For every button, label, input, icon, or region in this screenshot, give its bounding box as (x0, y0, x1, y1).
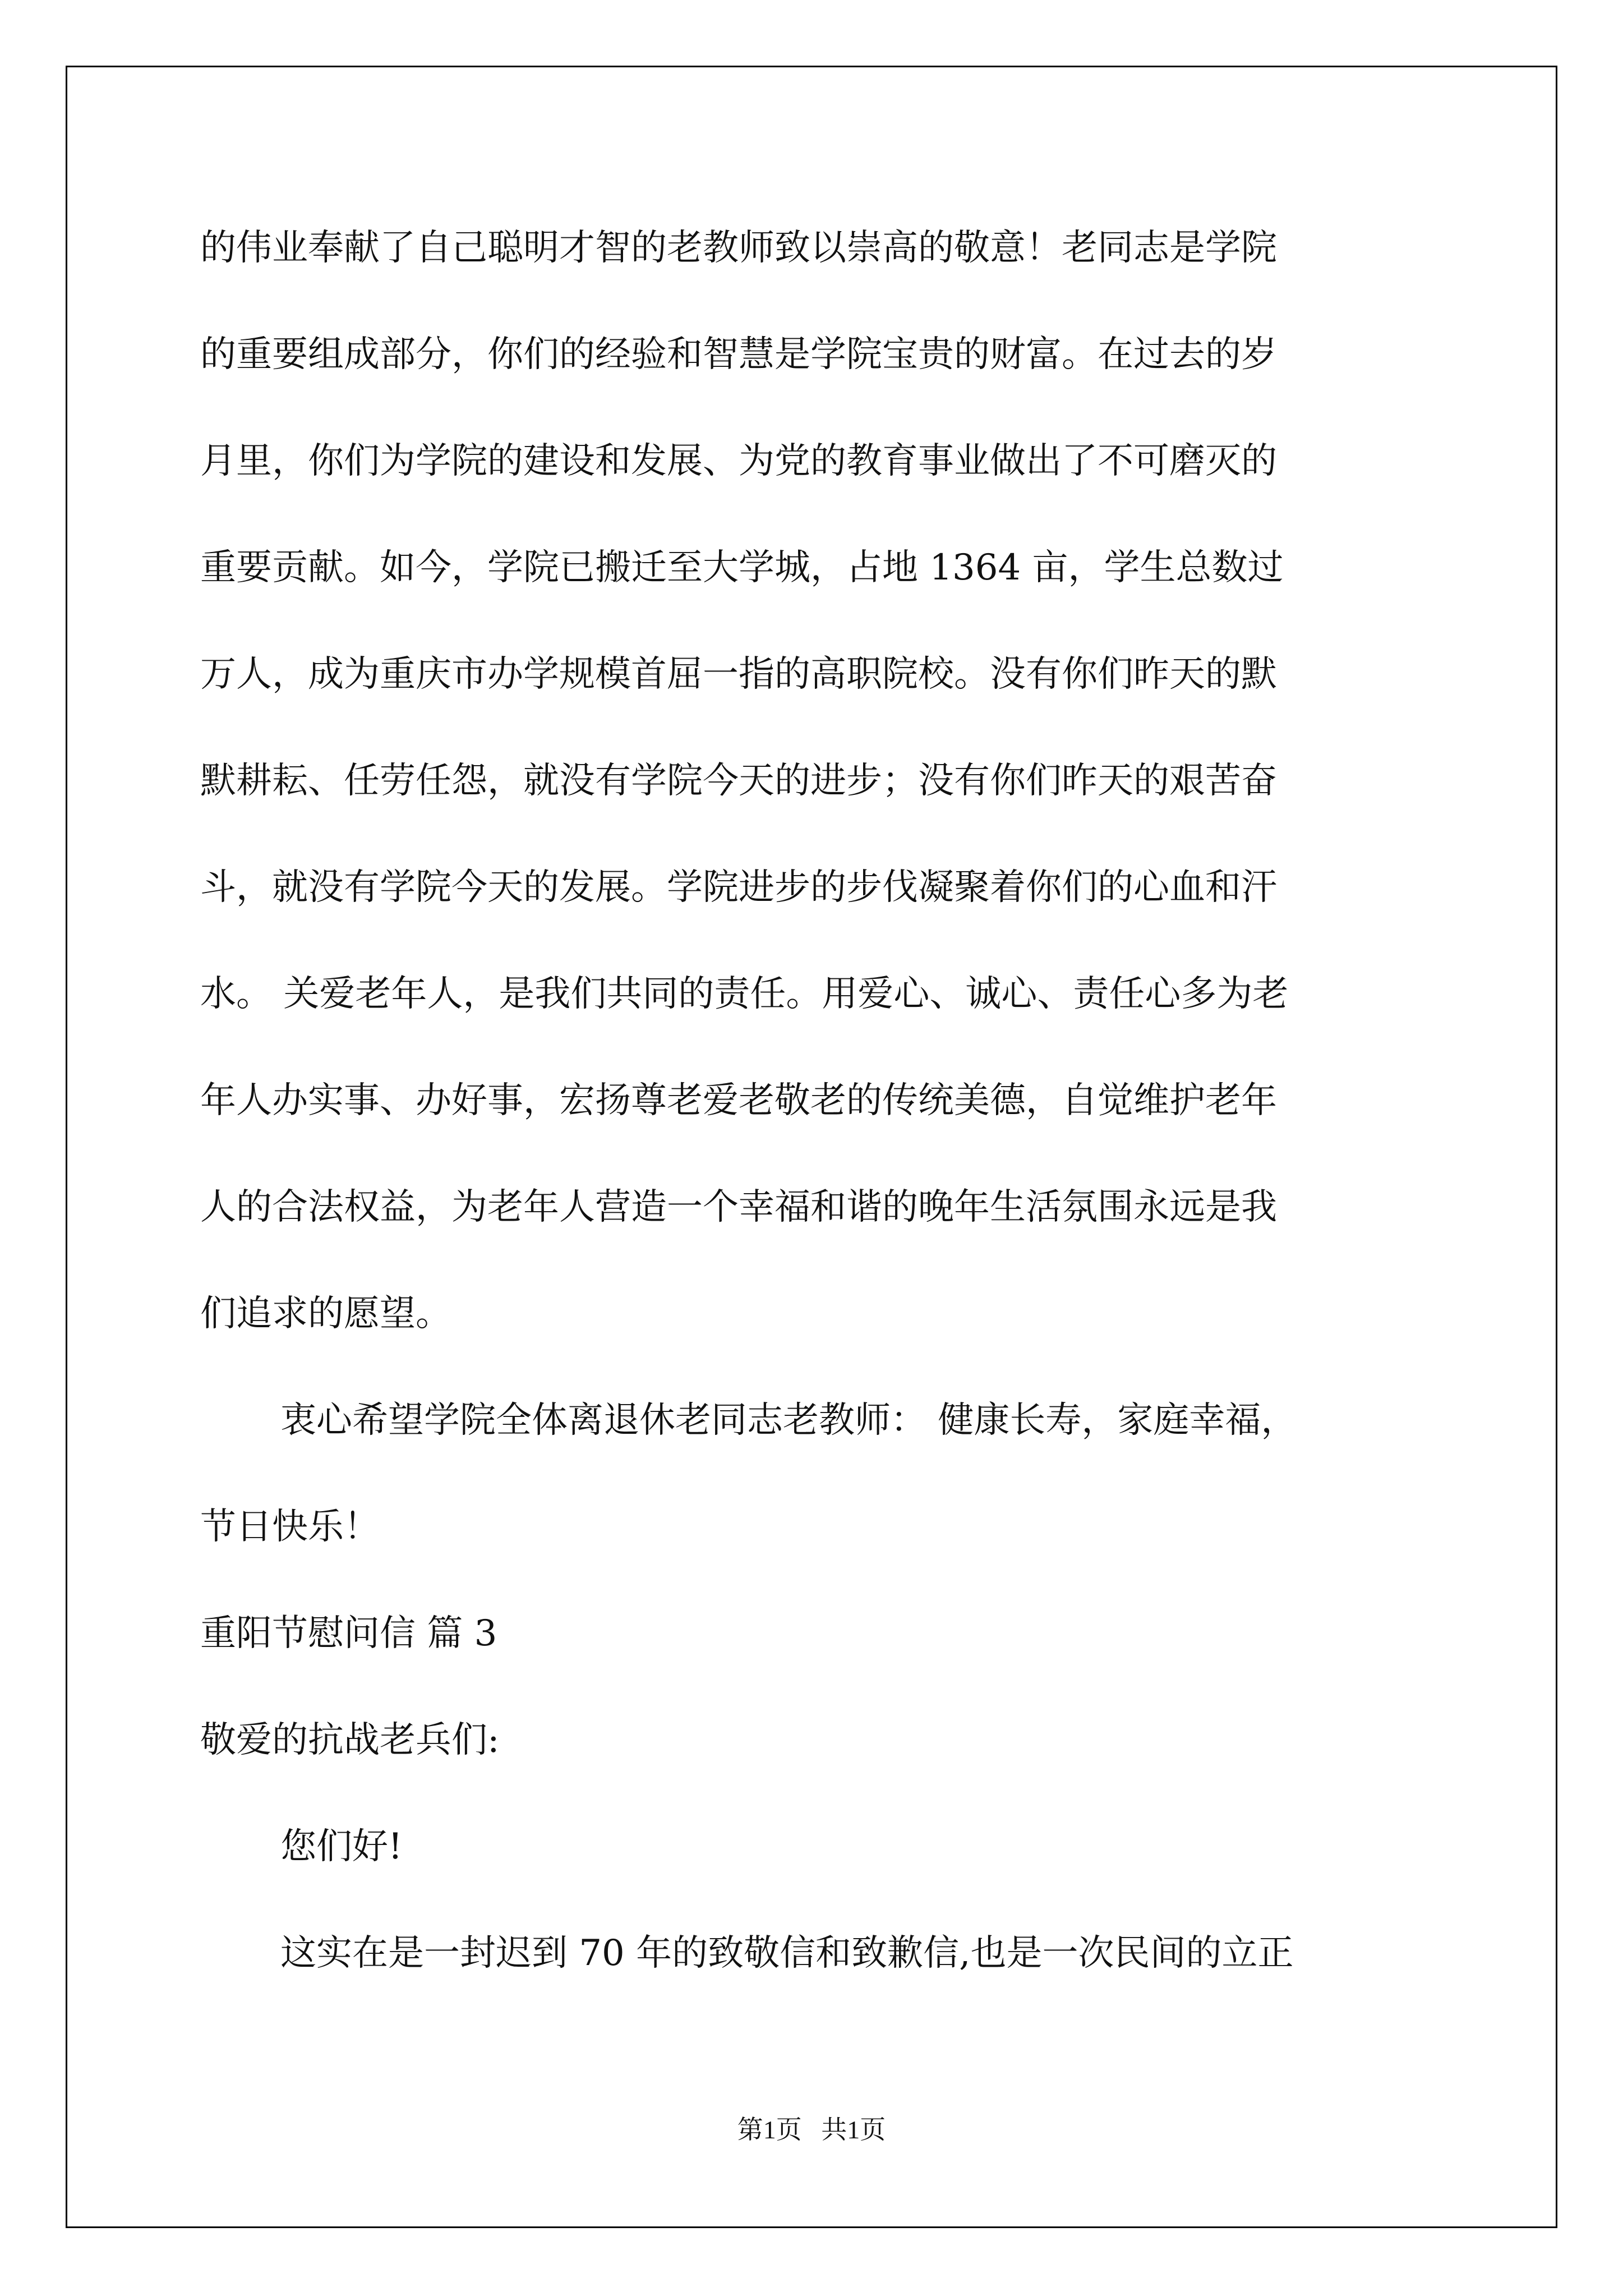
greeting: 您们好! (280, 1826, 403, 1867)
body-line: 斗，就没有学院今天的发展。学院进步的步伐凝聚着你们的心血和汗 (200, 867, 1277, 908)
body-line: 万人，成为重庆市办学规模首屈一指的高职院校。没有你们昨天的默 (200, 654, 1277, 695)
body-line: 这实在是一封迟到 70 年的致敬信和致歉信,也是一次民间的立正 (280, 1932, 1294, 1974)
body-line: 人的合法权益，为老年人营造一个幸福和谐的晚年生活氛围永远是我 (200, 1186, 1277, 1228)
body-line: 年人办实事、办好事，宏扬尊老爱老敬老的传统美德，自觉维护老年 (200, 1080, 1277, 1121)
body-line: 们追求的愿望。 (200, 1293, 451, 1335)
body-line: 节日快乐！ (200, 1506, 380, 1548)
section-title: 重阳节慰问信 篇 3 (200, 1613, 497, 1654)
body-line: 水。 关爱老年人，是我们共同的责任。用爱心、诚心、责任心多为老 (200, 973, 1289, 1015)
page-footer: 第1页 共1页 (737, 2115, 886, 2144)
page-border (66, 66, 1557, 2228)
body-line: 的伟业奉献了自己聪明才智的老教师致以崇高的敬意！老同志是学院 (200, 227, 1277, 269)
salutation: 敬爱的抗战老兵们: (200, 1719, 500, 1761)
body-line: 的重要组成部分，你们的经验和智慧是学院宝贵的财富。在过去的岁 (200, 334, 1277, 375)
body-line: 默耕耘、任劳任怨，就没有学院今天的进步；没有你们昨天的艰苦奋 (200, 760, 1277, 802)
body-line: 重要贡献。如今，学院已搬迁至大学城，占地 1364 亩，学生总数过 (200, 547, 1284, 588)
body-line: 月里，你们为学院的建设和发展、为党的教育事业做出了不可磨灭的 (200, 440, 1277, 482)
body-line: 衷心希望学院全体离退休老同志老教师： 健康长寿，家庭幸福， (280, 1400, 1297, 1441)
